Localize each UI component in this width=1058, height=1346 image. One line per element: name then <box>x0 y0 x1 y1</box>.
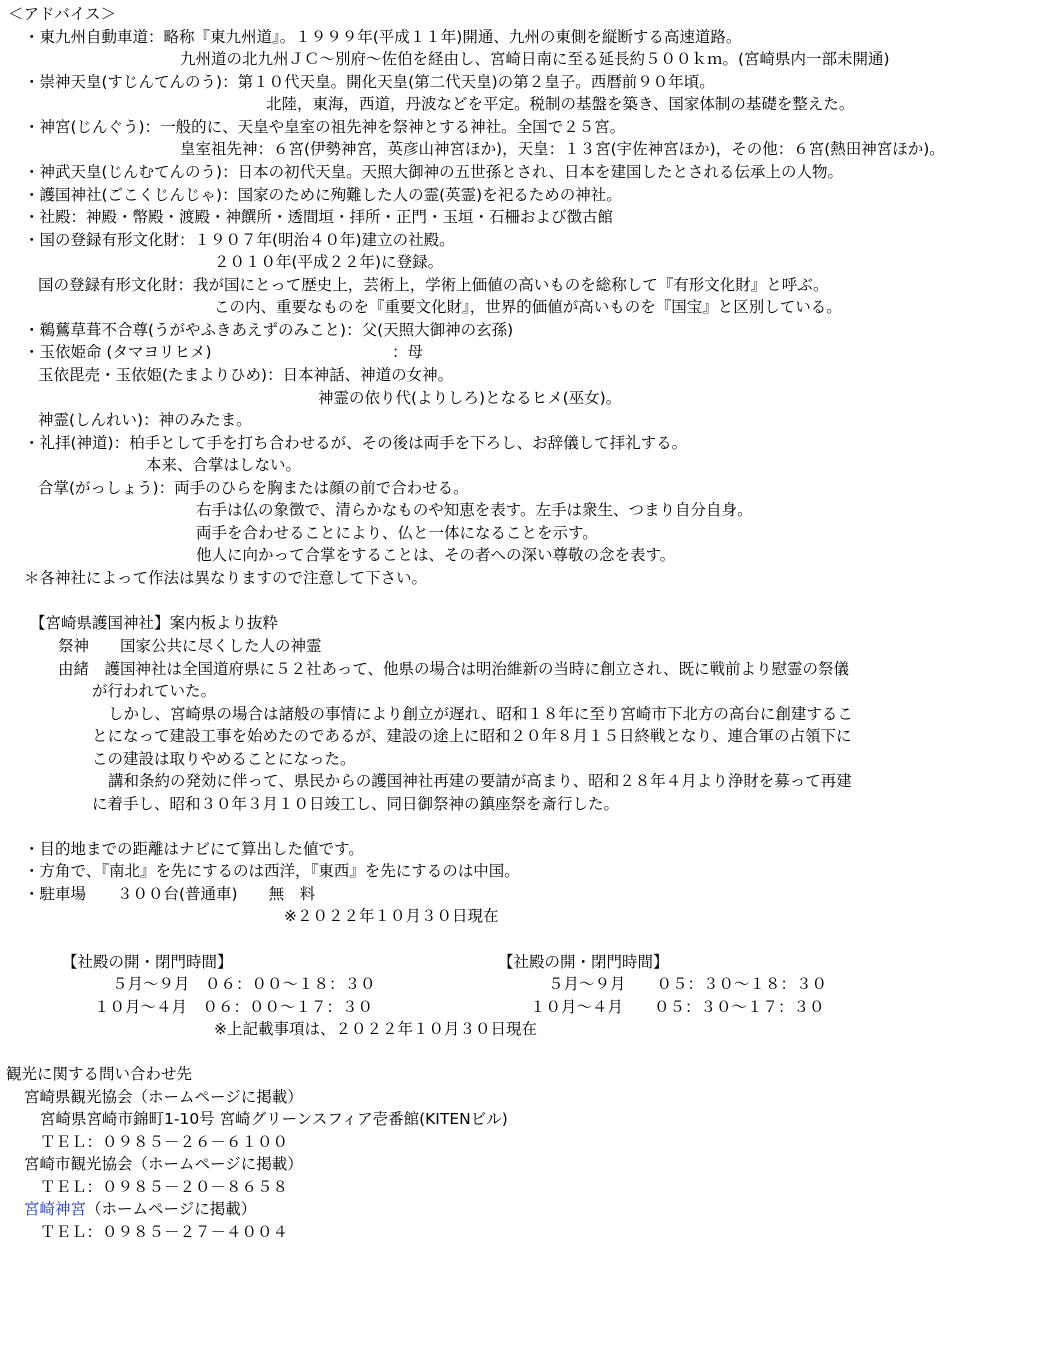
shrine-sign-line: この建設は取りやめることになった。 <box>92 750 356 768</box>
contact-tel: ＴＥＬ：０９８５－２７－４００４ <box>40 1223 289 1241</box>
hours-row-right: １０月～４月 ０５：３０～１７：３０ <box>530 998 825 1016</box>
hours-heading-right: 【社殿の開・閉門時間】 <box>498 953 669 971</box>
shrine-sign-line: 講和条約の発効に伴って、県民からの護国神社再建の要請が高まり、昭和２８年４月より浄財を募って再建 <box>108 772 852 790</box>
advice-line: 国の登録有形文化財：我が国にとって歴史上，芸術上，学術上価値の高いものを総称して『有形文化財』と呼ぶ。 <box>38 276 829 294</box>
hours-footnote: ※上記載事項は、２０２２年１０月３０日現在 <box>214 1020 537 1038</box>
advice-line: ・玉依姫命 (タマヨリヒメ) <box>24 343 212 361</box>
contacts-heading: 観光に関する問い合わせ先 <box>6 1065 193 1083</box>
contact-line: 宮崎県観光協会（ホームページに掲載） <box>24 1088 303 1106</box>
advice-line: この内、重要なものを『重要文化財』，世界的価値が高いものを『国宝』と区別している。 <box>214 298 842 316</box>
shrine-sign-heading: 【宮崎県護国神社】案内板より抜粋 <box>30 614 279 632</box>
note-line: ・目的地までの距離はナビにて算出した値です。 <box>24 840 364 858</box>
advice-line: 両手を合わせることにより、仏と一体になることを示す。 <box>196 524 598 542</box>
shrine-sign-line: が行われていた。 <box>92 682 217 700</box>
advice-heading: ＜アドバイス＞ <box>8 5 117 23</box>
advice-caution: ＊各神社によって作法は異なりますので注意して下さい。 <box>24 569 428 587</box>
advice-line: ・護国神社(ごこくじんじゃ)：国家のために殉難した人の霊(英霊)を祀るための神社。 <box>24 186 622 204</box>
advice-line: ・東九州自動車道：略称『東九州道』。１９９９年(平成１１年)開通、九州の東側を縦断する高速道路。 <box>24 28 742 46</box>
contact-jingu-suffix: （ホームページに掲載） <box>86 1200 257 1218</box>
contact-address: 宮崎県宮崎市錦町1-10号 宮崎グリーンスフィア壱番館(KITENビル) <box>40 1110 508 1128</box>
note-line: ・方角で、『南北』を先にするのは西洋，『東西』を先にするのは中国。 <box>24 862 520 880</box>
advice-line: ：母 <box>392 343 424 361</box>
miyazaki-jingu-link[interactable]: 宮崎神宮 <box>24 1200 87 1218</box>
advice-line: 神霊(しんれい)：神のみたま。 <box>38 411 252 429</box>
contact-tel: ＴＥＬ：０９８５－２６－６１００ <box>40 1133 289 1151</box>
advice-line: ・崇神天皇(すじんてんのう)：第１０代天皇。開化天皇(第二代天皇)の第２皇子。西暦前９０年頃。 <box>24 73 715 91</box>
advice-line: 右手は仏の象徴で、清らかなものや知恵を表す。左手は衆生、つまり自分自身。 <box>196 501 753 519</box>
shrine-sign-line: 祭神 国家公共に尽くした人の神霊 <box>58 637 322 655</box>
advice-line: ・神武天皇(じんむてんのう)：日本の初代天皇。天照大御神の五世孫とされ、日本を建国したとされる伝承上の人物。 <box>24 163 844 181</box>
advice-line: ２０１０年(平成２２年)に登録。 <box>214 253 444 271</box>
contact-jingu <box>24 1199 256 1220</box>
hours-row-right: ５月～９月 ０５：３０～１８：３０ <box>548 975 828 993</box>
advice-line: 玉依毘売・玉依姫(たまよりひめ)：日本神話、神道の女神。 <box>38 366 454 384</box>
advice-line: 北陸，東海，西道，丹波などを平定。税制の基盤を築き、国家体制の基礎を整えた。 <box>266 95 855 113</box>
advice-line: ・社殿：神殿・幣殿・渡殿・神饌所・透間垣・拝所・正門・玉垣・石柵および徴古館 <box>24 208 614 226</box>
shrine-sign-line: とになって建設工事を始めたのであるが、建設の途上に昭和２０年８月１５日終戦となり、連合軍の占領下に <box>92 727 852 745</box>
parking-line: ・駐車場 ３００台(普通車) 無 料 <box>24 885 316 903</box>
advice-line: 他人に向かって合掌をすることは、その者への深い尊敬の念を表す。 <box>196 546 676 564</box>
advice-line: 皇室祖先神：６宮(伊勢神宮，英彦山神宮ほか)，天皇：１３宮(宇佐神宮ほか)，その他：６宮(熱田神宮ほか)。 <box>180 140 945 158</box>
advice-line: 九州道の北九州ＪＣ～別府～佐伯を経由し、宮崎日南に至る延長約５００ｋｍ。(宮崎県内一部未開通) <box>180 50 890 68</box>
shrine-sign-line: に着手し、昭和３０年３月１０日竣工し、同日御祭神の鎮座祭を斎行した。 <box>92 795 620 813</box>
advice-line: 神霊の依り代(よりしろ)となるヒメ(巫女)。 <box>318 389 622 407</box>
contact-tel: ＴＥＬ：０９８５－２０－８６５８ <box>40 1178 289 1196</box>
shrine-sign-line: しかし、宮崎県の場合は諸般の事情により創立が遅れ、昭和１８年に至り宮崎市下北方の高台に創建するこ <box>108 705 853 723</box>
as-of-date: ※２０２２年１０月３０日現在 <box>284 907 499 925</box>
advice-line: ・礼拝(神道)：柏手として手を打ち合わせるが、その後は両手を下ろし、お辞儀して拝礼する。 <box>24 434 688 452</box>
advice-line: ・神宮(じんぐう)：一般的に、天皇や皇室の祖先神を祭神とする神社。全国で２５宮。 <box>24 118 626 136</box>
contact-line: 宮崎市観光協会（ホームページに掲載） <box>24 1155 303 1173</box>
advice-line: 本来、合掌はしない。 <box>146 456 302 474</box>
advice-line: 合掌(がっしょう)：両手のひらを胸または顔の前で合わせる。 <box>38 479 469 497</box>
hours-row-left: ５月～９月 ０６：００～１８：３０ <box>112 975 376 993</box>
shrine-sign-line: 由緒 護国神社は全国道府県に５２社あって、他県の場合は明治維新の当時に創立され、既に戦前より慰霊の祭儀 <box>58 660 849 678</box>
advice-line: ・鵜鶿草葺不合尊(うがやふきあえずのみこと)：父(天照大御神の玄孫) <box>24 321 514 339</box>
advice-line: ・国の登録有形文化財：１９０７年(明治４０年)建立の社殿。 <box>24 231 455 249</box>
hours-row-left: １０月～４月 ０６：００～１７：３０ <box>94 998 374 1016</box>
hours-heading-left: 【社殿の開・閉門時間】 <box>62 953 233 971</box>
